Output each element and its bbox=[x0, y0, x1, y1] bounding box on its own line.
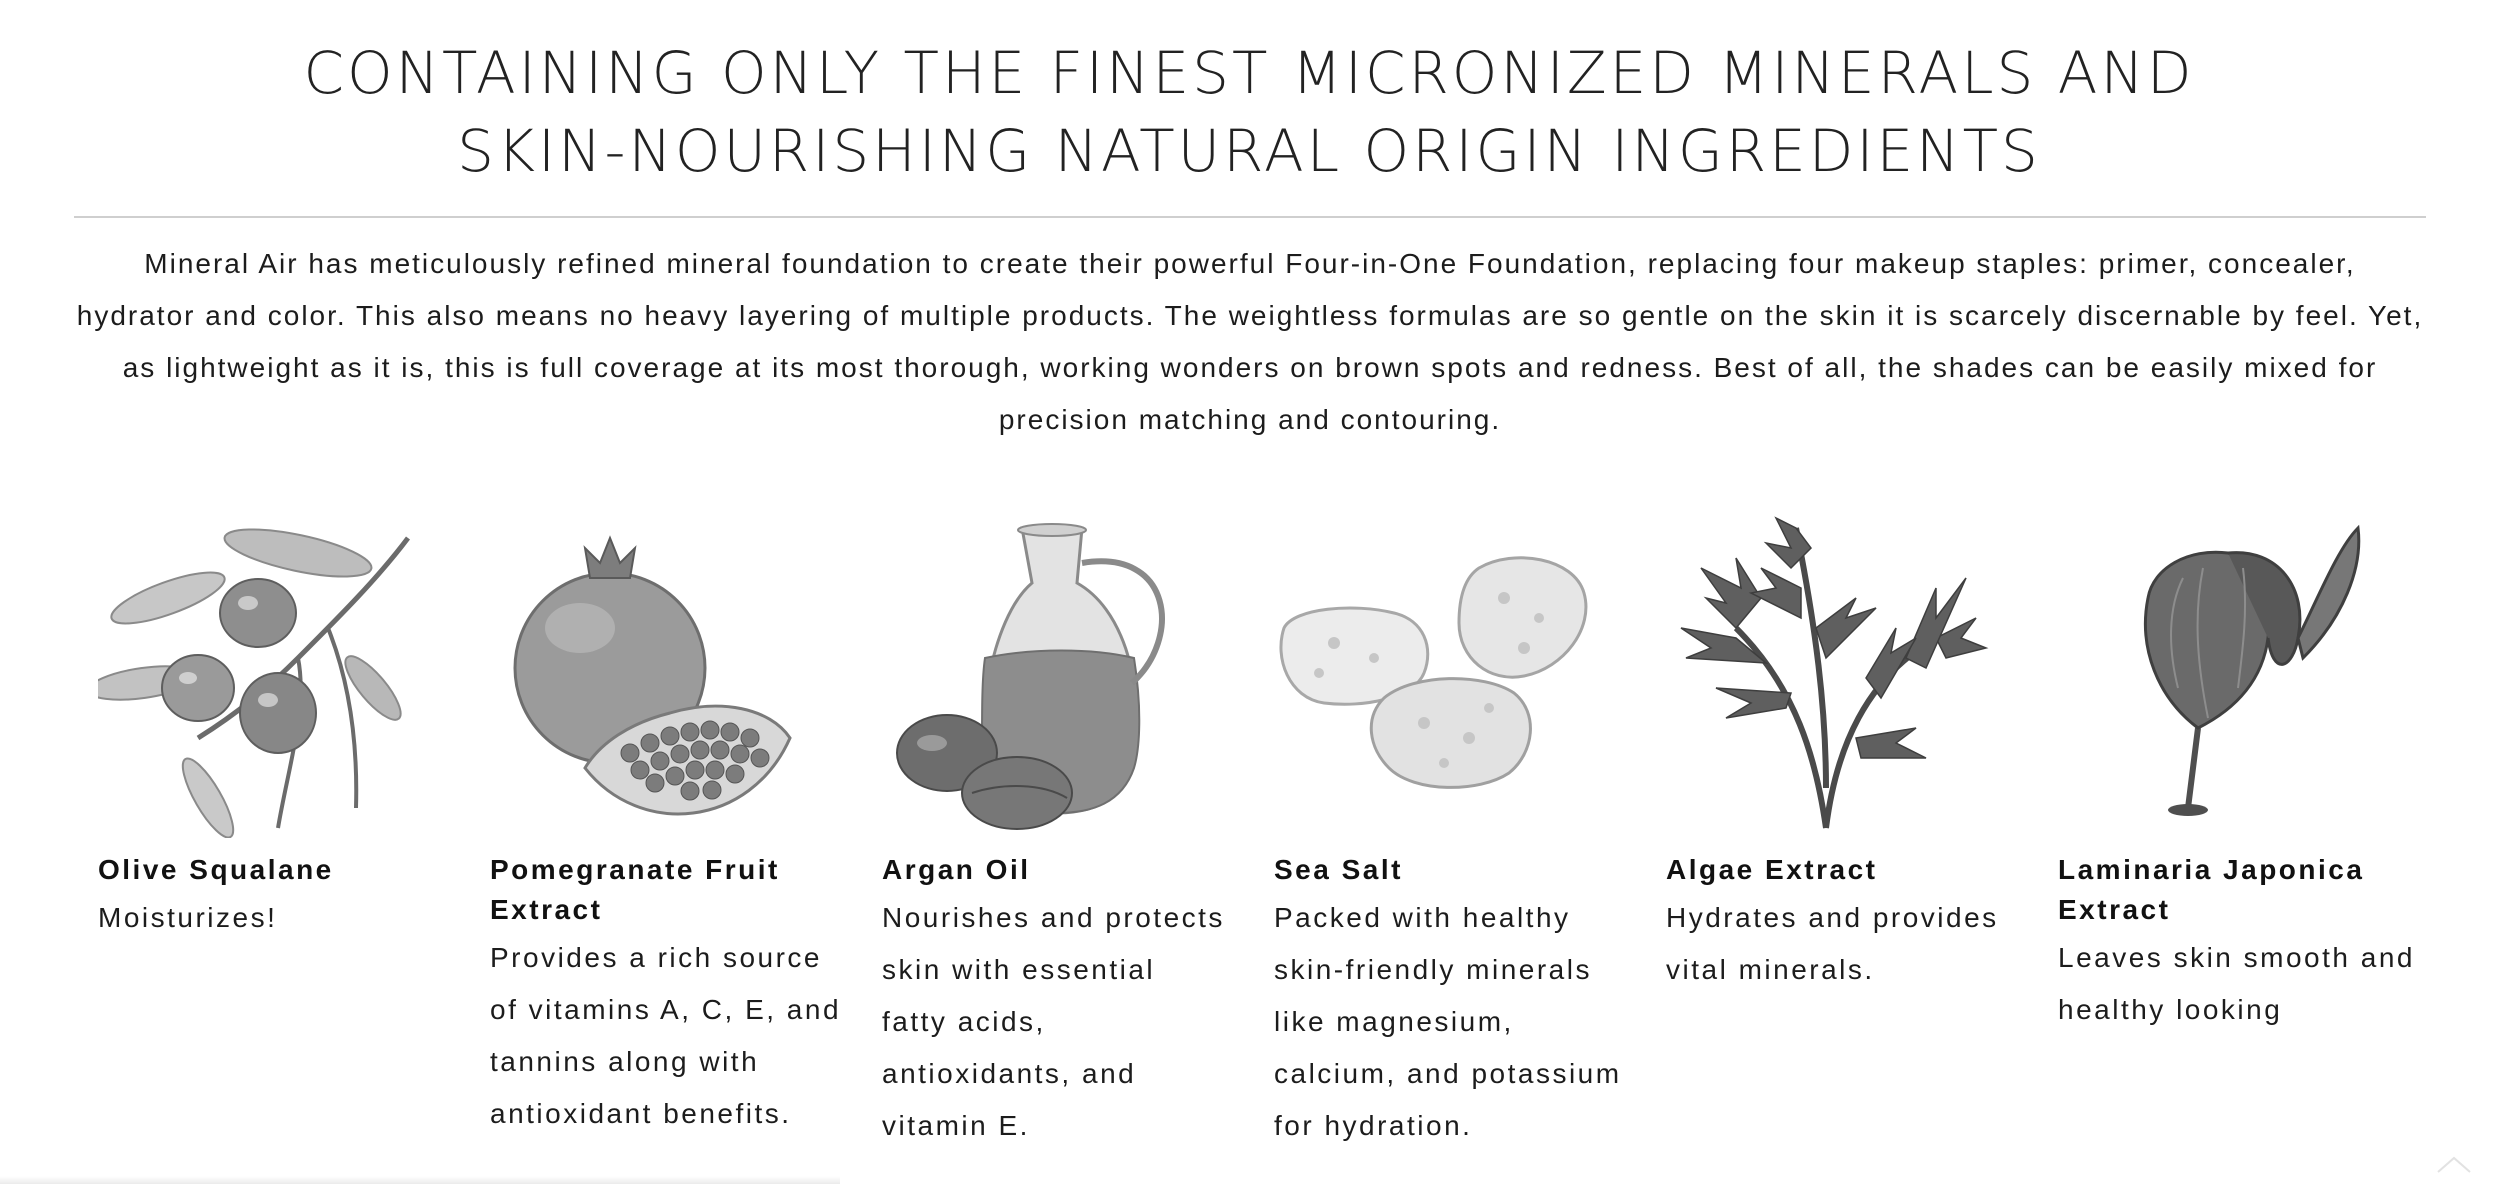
ingredient-name: Sea Salt bbox=[1274, 854, 1403, 885]
ingredient-argan-oil bbox=[882, 508, 1254, 1184]
ingredient-description: Nourishes and protects skin with essential fatty acids, antioxidants, and vitamin E. bbox=[882, 902, 1225, 1141]
ingredient-name: Argan Oil bbox=[882, 854, 1031, 885]
ingredient-description: Provides a rich source of vitamins A, C, E, and tannins along with antioxidant benefits. bbox=[490, 942, 842, 1129]
ingredient-name: Laminaria Japonica Extract bbox=[2058, 854, 2365, 925]
pomegranate-image bbox=[490, 508, 820, 838]
laminaria-kelp-image bbox=[2058, 508, 2388, 838]
ingredient-name: Algae Extract bbox=[1666, 854, 1878, 885]
ingredient-name: Olive Squalane bbox=[98, 854, 334, 885]
ingredient-description: Hydrates and provides vital minerals. bbox=[1666, 902, 1999, 985]
bottom-bar-shadow bbox=[0, 1176, 840, 1184]
scroll-to-top-button[interactable] bbox=[2434, 1152, 2474, 1176]
ingredient-olive-squalane bbox=[98, 508, 470, 1184]
chevron-up-icon bbox=[2434, 1152, 2474, 1176]
ingredient-sea-salt bbox=[1274, 508, 1646, 1184]
ingredient-name: Pomegranate Fruit Extract bbox=[490, 854, 780, 925]
ingredient-description: Packed with healthy skin-friendly minerals like magnesium, calcium, and potassium for hydration. bbox=[1274, 902, 1622, 1141]
intro-line-3: as lightweight as it is, this is full coverage at its most thorough, working wonders on brown spots and redness. Best of all, the shades can be easily mixed for bbox=[122, 352, 2378, 383]
ingredient-algae-extract bbox=[1666, 508, 2038, 1184]
ingredient-pomegranate bbox=[490, 508, 862, 1184]
page-headline bbox=[0, 34, 2498, 190]
intro-paragraph bbox=[74, 238, 2426, 446]
sea-salt-image bbox=[1274, 508, 1604, 838]
intro-line-2: hydrator and color. This also means no heavy layering of multiple products. The weightless formulas are so gentle on the skin it is scarcely discernable by feel. Yet, bbox=[76, 300, 2424, 331]
headline-line-1: CONTAINING ONLY THE FINEST MICRONIZED MINERALS AND bbox=[303, 39, 2195, 107]
intro-line-1: Mineral Air has meticulously refined mineral foundation to create their powerful Four-in-One Foundation, replacing four makeup staples: primer, concealer, bbox=[144, 248, 2356, 279]
headline-line-2: SKIN-NOURISHING NATURAL ORIGIN INGREDIENTS bbox=[457, 117, 2041, 185]
ingredient-description: Moisturizes! bbox=[98, 902, 278, 933]
ingredient-laminaria-japonica bbox=[2058, 508, 2430, 1184]
ingredient-description: Leaves skin smooth and healthy looking bbox=[2058, 942, 2415, 1025]
intro-line-4: precision matching and contouring. bbox=[998, 404, 1502, 435]
argan-oil-image bbox=[882, 508, 1212, 838]
headline-divider bbox=[74, 216, 2426, 218]
algae-image bbox=[1666, 508, 1996, 838]
olive-branch-image bbox=[98, 508, 428, 838]
ingredient-grid bbox=[98, 508, 2458, 1184]
